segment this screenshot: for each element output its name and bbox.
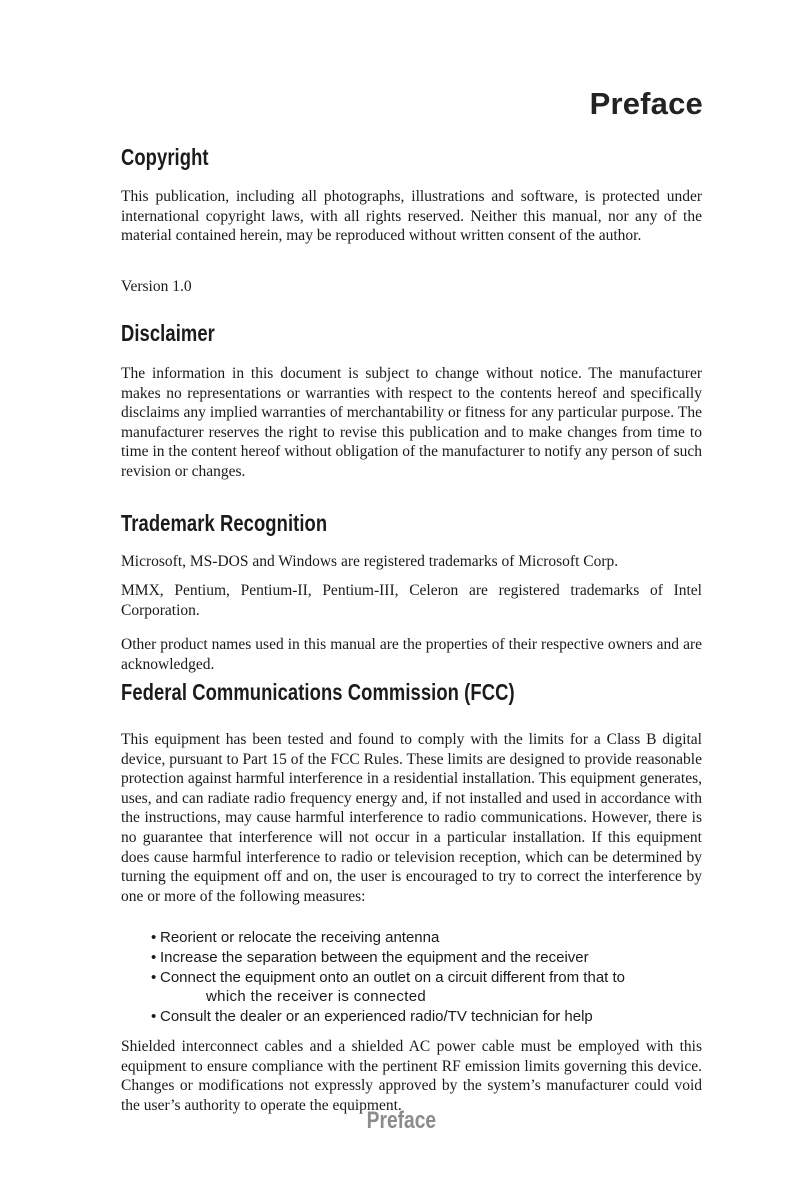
page-footer: [0, 1109, 802, 1133]
list-item-label: Connect the equipment onto an outlet on a circuit different from that to: [160, 968, 626, 986]
list-item: [121, 1007, 702, 1026]
section-heading-disclaimer: Disclaimer: [121, 320, 215, 346]
fcc-measures-list: [121, 928, 702, 1026]
fcc-paragraph-2: Shielded interconnect cables and a shielded AC power cable must be employed with this equipment to ensure compliance with the pertinent RF emission limits governing this device. Changes or modifications not expressly approved by the system’s manufacturer could void the user’s authority to operate the equipment.: [121, 1038, 702, 1114]
list-item-label: Increase the separation between the equipment and the receiver: [160, 948, 589, 966]
copyright-paragraph: This publication, including all photographs, illustrations and software, is protected under international copyright laws, with all rights reserved. Neither this manual, nor any of the material contained herein, may be reproduced without written consent of the author.: [121, 188, 702, 245]
fcc-paragraph-1: This equipment has been tested and found to comply with the limits for a Class B digital device, pursuant to Part 15 of the FCC Rules. These limits are designed to provide reasonable protection against harmful interference in a residential installation. This equipment generates, uses, and can radiate radio frequency energy and, if not installed and used in accordance with the instructions, may cause harmful interference to radio communications. However, there is no guarantee that interference will not occur in a particular installation. If this equipment does cause harmful interference to radio or television reception, which can be determined by turning the equipment off and on, the user is encouraged to try to correct the interference by one or more of the following measures:: [121, 731, 702, 905]
version-text: Version 1.0: [121, 278, 192, 295]
trademark-paragraph-1: Microsoft, MS-DOS and Windows are registered trademarks of Microsoft Corp.: [121, 553, 619, 570]
bullet-icon: •: [151, 1007, 157, 1025]
list-item-label: Reorient or relocate the receiving antenna: [160, 929, 440, 946]
trademark-paragraph-3: Other product names used in this manual are the properties of their respective owners and are acknowledged.: [121, 636, 702, 673]
list-item: [121, 928, 702, 947]
bullet-icon: •: [151, 929, 157, 946]
disclaimer-paragraph: The information in this document is subject to change without notice. The manufacturer makes no representations or warranties with respect to the contents hereof and specifically disclaims any implied warranties of merchantability or fitness for any particular purpose. The manufacturer reserves the right to revise this publication and to make changes from time to time in the content hereof without obligation of the manufacturer to notify any person of such revision or changes.: [121, 365, 702, 480]
trademark-paragraph-2: MMX, Pentium, Pentium-II, Pentium-III, Celeron are registered trademarks of Intel Corporation.: [121, 582, 702, 619]
bullet-icon: •: [151, 948, 157, 966]
section-heading-copyright: Copyright: [121, 144, 209, 170]
section-heading-fcc: Federal Communications Commission (FCC): [121, 679, 515, 705]
footer-label: Preface: [366, 1107, 436, 1134]
list-item: [121, 948, 702, 967]
page-title: Preface: [589, 86, 703, 121]
bullet-icon: •: [151, 968, 157, 986]
section-heading-trademark-recognition: Trademark Recognition: [121, 510, 328, 536]
list-item: [121, 968, 702, 1007]
list-item-label: Consult the dealer or an experienced radio/TV technician for help: [160, 1007, 593, 1025]
list-item-continuation: which the receiver is connected: [206, 987, 427, 1005]
